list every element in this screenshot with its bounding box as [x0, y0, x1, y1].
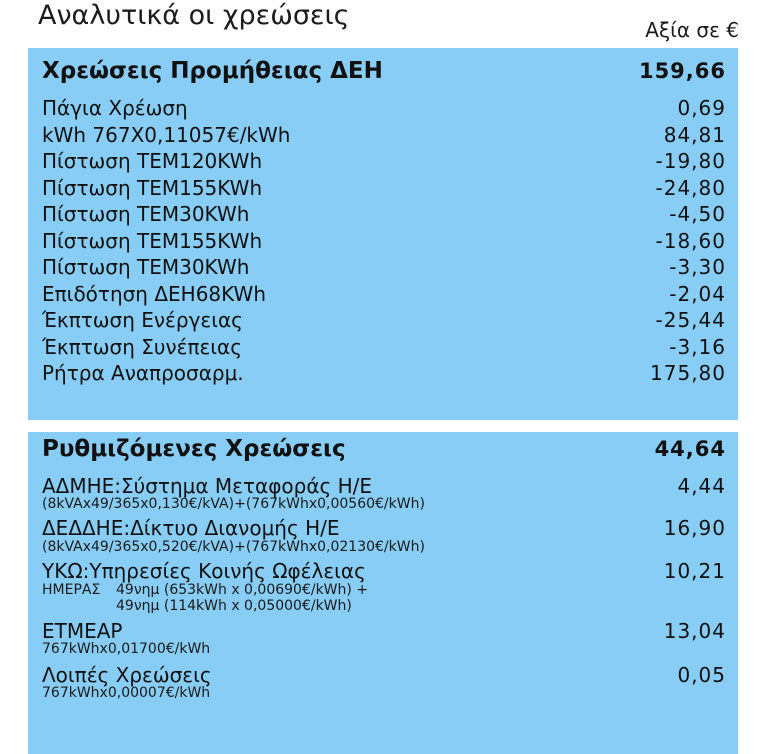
charge-row: [42, 335, 726, 359]
charge-detail: 767kWhx0,01700€/kWh: [42, 641, 211, 657]
charge-detail: 767kWhx0,00007€/kWh: [42, 685, 211, 701]
charge-row: [42, 619, 726, 643]
charge-label: Ρήτρα Αναπροσαρμ.: [42, 361, 244, 385]
charge-label: Έκπτωση Συνέπειας: [42, 335, 242, 359]
charge-label: kWh 767X0,11057€/kWh: [42, 123, 291, 147]
charge-row: [42, 229, 726, 253]
charge-row: [42, 149, 726, 173]
charge-label: Έκπτωση Ενέργειας: [42, 308, 243, 332]
charge-label: ΔΕΔΔΗΕ:Δίκτυο Διανομής Η/Ε: [42, 516, 340, 540]
charge-detail: (8kVAx49/365x0,130€/kVA)+(767kWhx0,00560€/kWh): [42, 496, 425, 512]
supply-heading: Χρεώσεις Προμήθειας ΔΕΗ: [42, 58, 383, 84]
charge-label: Πάγια Χρέωση: [42, 96, 188, 120]
charge-value: 13,04: [663, 619, 726, 643]
regulated-heading-row: [42, 436, 726, 462]
charge-label: Πίστωση ΤΕΜ120KWh: [42, 149, 263, 173]
charge-row: [42, 96, 726, 120]
charge-row: [42, 202, 726, 226]
charge-value: -3,16: [669, 335, 726, 359]
charge-label: Πίστωση ΤΕΜ155KWh: [42, 229, 263, 253]
currency-header: Αξία σε €: [645, 18, 739, 42]
charge-detail: [42, 582, 368, 598]
charge-row: [42, 255, 726, 279]
charge-value: -2,04: [669, 282, 726, 306]
supply-heading-row: [42, 58, 726, 84]
supply-total: 159,66: [638, 59, 726, 83]
charge-row: [42, 282, 726, 306]
charge-label: Πίστωση ΤΕΜ30KWh: [42, 255, 250, 279]
charge-label: ΑΔΜΗΕ:Σύστημα Μεταφοράς Η/Ε: [42, 474, 373, 498]
charge-row: [42, 516, 726, 540]
charge-value: 0,69: [677, 96, 726, 120]
regulated-heading: Ρυθμιζόμενες Χρεώσεις: [42, 436, 346, 462]
charge-value: -3,30: [669, 255, 726, 279]
charge-value: -4,50: [669, 202, 726, 226]
charge-label: Λοιπές Χρεώσεις: [42, 663, 212, 687]
charge-value: 16,90: [663, 516, 726, 540]
charge-label: Πίστωση ΤΕΜ30KWh: [42, 202, 250, 226]
charge-row: [42, 663, 726, 687]
charge-label: ΕΤΜΕΑΡ: [42, 619, 123, 643]
charge-row: [42, 123, 726, 147]
charge-detail: (8kVAx49/365x0,520€/kVA)+(767kWhx0,02130€/kWh): [42, 539, 425, 555]
charge-value: -24,80: [655, 176, 726, 200]
regulated-total: 44,64: [654, 437, 726, 461]
charge-value: 175,80: [650, 361, 726, 385]
charge-row: [42, 308, 726, 332]
charge-label: Επιδότηση ΔΕΗ68KWh: [42, 282, 267, 306]
charge-value: 10,21: [663, 559, 726, 583]
charge-detail-line1: 49νημ (653kWh x 0,00690€/kWh) +: [116, 582, 369, 598]
charge-label: ΥΚΩ:Υπηρεσίες Κοινής Ωφέλειας: [42, 559, 366, 583]
charge-value: -19,80: [655, 149, 726, 173]
charge-detail-line2: 49νημ (114kWh x 0,05000€/kWh): [116, 598, 352, 614]
charge-value: 4,44: [677, 474, 726, 498]
charge-row: [42, 474, 726, 498]
charge-value: 84,81: [663, 123, 726, 147]
charge-value: 0,05: [677, 663, 726, 687]
charge-value: -25,44: [655, 308, 726, 332]
regulated-charges-panel: [28, 432, 738, 754]
charge-row: [42, 559, 726, 583]
charge-row: [42, 176, 726, 200]
charge-row: [42, 361, 726, 385]
charge-value: -18,60: [655, 229, 726, 253]
charge-label: Πίστωση ΤΕΜ155KWh: [42, 176, 263, 200]
page-title: Αναλυτικά οι χρεώσεις: [38, 0, 350, 31]
supply-charges-panel: [28, 48, 738, 420]
charge-detail-prefix: ΗΜΕΡΑΣ: [42, 582, 101, 598]
